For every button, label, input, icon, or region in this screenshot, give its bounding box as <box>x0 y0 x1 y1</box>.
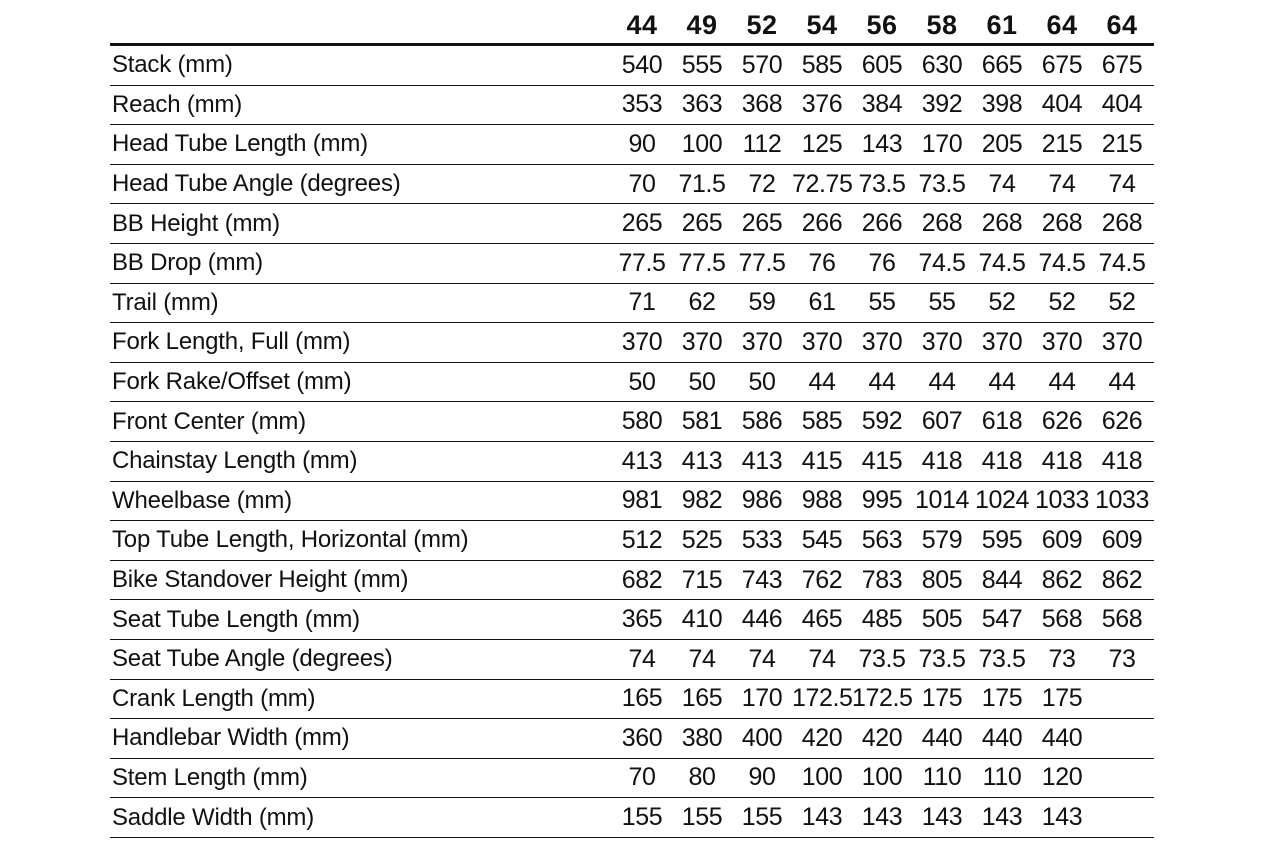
table-cell: 547 <box>981 605 1023 634</box>
table-row <box>110 640 1154 680</box>
table-cell: 440 <box>921 723 963 752</box>
table-cell: 110 <box>922 763 962 792</box>
table-cell: 415 <box>801 446 843 475</box>
table-cell: 862 <box>1101 565 1143 594</box>
row-label: Seat Tube Length (mm) <box>112 605 360 633</box>
table-row <box>110 442 1154 482</box>
table-cell: 143 <box>801 803 843 832</box>
row-label: Wheelbase (mm) <box>112 486 292 514</box>
table-cell: 77.5 <box>738 248 786 277</box>
table-cell: 370 <box>981 327 1023 356</box>
table-cell: 44 <box>928 367 956 396</box>
table-row <box>110 244 1154 284</box>
table-cell: 605 <box>861 50 903 79</box>
table-cell: 626 <box>1041 407 1083 436</box>
table-cell: 143 <box>861 803 903 832</box>
table-cell: 52 <box>1048 288 1076 317</box>
table-cell: 540 <box>621 50 663 79</box>
table-row <box>110 46 1154 86</box>
table-cell: 715 <box>681 565 723 594</box>
table-cell: 76 <box>868 248 896 277</box>
table-cell: 265 <box>681 209 723 238</box>
row-label: Handlebar Width (mm) <box>112 724 350 752</box>
table-cell: 675 <box>1041 50 1083 79</box>
table-cell: 370 <box>1041 327 1083 356</box>
table-cell: 545 <box>801 525 843 554</box>
table-cell: 44 <box>1108 367 1136 396</box>
table-cell: 143 <box>1041 803 1083 832</box>
table-cell: 172.5 <box>792 684 853 713</box>
table-cell: 155 <box>681 803 723 832</box>
table-cell: 170 <box>741 684 783 713</box>
table-row <box>110 719 1154 759</box>
table-cell: 981 <box>621 486 663 515</box>
table-cell: 215 <box>1041 129 1083 158</box>
table-row <box>110 165 1154 205</box>
size-header-5: 58 <box>926 10 958 40</box>
table-cell: 90 <box>628 129 656 158</box>
table-cell: 73.5 <box>858 644 906 673</box>
table-cell: 665 <box>981 50 1023 79</box>
size-header-1: 49 <box>686 10 718 40</box>
row-label: Head Tube Angle (degrees) <box>112 170 401 198</box>
table-cell: 618 <box>981 407 1023 436</box>
row-label: Front Center (mm) <box>112 407 306 435</box>
table-cell: 579 <box>921 525 963 554</box>
row-label: Saddle Width (mm) <box>112 803 314 831</box>
table-cell: 74 <box>748 644 776 673</box>
table-cell: 268 <box>1041 209 1083 238</box>
table-cell: 266 <box>801 209 843 238</box>
table-row <box>110 759 1154 799</box>
table-cell: 172.5 <box>852 684 913 713</box>
table-cell: 44 <box>868 367 896 396</box>
table-cell: 76 <box>808 248 836 277</box>
row-label: Stem Length (mm) <box>112 763 308 791</box>
table-row <box>110 521 1154 561</box>
table-cell: 55 <box>928 288 956 317</box>
table-cell: 44 <box>808 367 836 396</box>
table-cell: 988 <box>801 486 843 515</box>
size-header-row <box>110 8 1154 46</box>
table-cell: 70 <box>628 169 656 198</box>
table-cell: 72.75 <box>792 169 853 198</box>
table-cell: 370 <box>801 327 843 356</box>
geometry-table <box>110 8 1154 838</box>
size-header-2: 52 <box>746 10 778 40</box>
row-label: Reach (mm) <box>112 90 243 118</box>
table-cell: 370 <box>741 327 783 356</box>
table-cell: 59 <box>748 288 776 317</box>
table-cell: 175 <box>921 684 963 713</box>
table-cell: 74 <box>808 644 836 673</box>
table-cell: 413 <box>741 446 783 475</box>
table-cell: 581 <box>681 407 723 436</box>
table-cell: 77.5 <box>618 248 666 277</box>
row-label: Crank Length (mm) <box>112 684 316 712</box>
table-cell: 265 <box>621 209 663 238</box>
table-cell: 675 <box>1101 50 1143 79</box>
table-cell: 73.5 <box>918 644 966 673</box>
table-cell: 595 <box>981 525 1023 554</box>
table-cell: 100 <box>801 763 843 792</box>
table-cell: 52 <box>1108 288 1136 317</box>
table-row <box>110 402 1154 442</box>
table-cell: 585 <box>801 50 843 79</box>
table-cell: 80 <box>688 763 716 792</box>
table-cell: 570 <box>741 50 783 79</box>
size-header-0: 44 <box>626 10 658 40</box>
table-cell: 55 <box>868 288 896 317</box>
table-cell: 44 <box>1048 367 1076 396</box>
table-cell: 986 <box>741 486 783 515</box>
table-cell: 50 <box>688 367 716 396</box>
table-cell: 74.5 <box>1098 248 1146 277</box>
table-cell: 404 <box>1101 90 1143 119</box>
table-cell: 485 <box>861 605 903 634</box>
table-cell: 376 <box>801 90 843 119</box>
table-cell: 100 <box>681 129 723 158</box>
table-cell: 512 <box>621 525 663 554</box>
size-header-4: 56 <box>866 10 898 40</box>
table-cell: 360 <box>621 723 663 752</box>
table-cell: 440 <box>1041 723 1083 752</box>
table-cell: 563 <box>861 525 903 554</box>
table-cell: 73.5 <box>978 644 1026 673</box>
table-cell: 368 <box>741 90 783 119</box>
table-cell: 175 <box>981 684 1023 713</box>
table-cell: 609 <box>1101 525 1143 554</box>
table-cell: 384 <box>861 90 903 119</box>
table-cell: 465 <box>801 605 843 634</box>
size-header-3: 54 <box>806 10 838 40</box>
table-cell: 1024 <box>974 486 1029 515</box>
row-label: BB Height (mm) <box>112 209 280 237</box>
table-row <box>110 680 1154 720</box>
table-cell: 995 <box>861 486 903 515</box>
table-cell: 50 <box>628 367 656 396</box>
table-cell: 607 <box>921 407 963 436</box>
table-cell: 61 <box>808 288 836 317</box>
size-header-6: 61 <box>986 10 1018 40</box>
table-cell: 762 <box>801 565 843 594</box>
table-cell: 74 <box>1108 169 1136 198</box>
row-label: Head Tube Length (mm) <box>112 130 368 158</box>
row-label: Fork Rake/Offset (mm) <box>112 368 352 396</box>
table-cell: 110 <box>982 763 1022 792</box>
table-cell: 568 <box>1041 605 1083 634</box>
table-row <box>110 284 1154 324</box>
table-cell: 155 <box>741 803 783 832</box>
table-cell: 404 <box>1041 90 1083 119</box>
table-cell: 743 <box>741 565 783 594</box>
table-cell: 73 <box>1108 644 1136 673</box>
table-cell: 70 <box>628 763 656 792</box>
table-cell: 418 <box>921 446 963 475</box>
table-cell: 74 <box>988 169 1016 198</box>
table-row <box>110 482 1154 522</box>
table-cell: 370 <box>921 327 963 356</box>
table-cell: 413 <box>621 446 663 475</box>
table-cell: 1033 <box>1034 486 1089 515</box>
table-cell: 630 <box>921 50 963 79</box>
table-cell: 205 <box>981 129 1023 158</box>
table-cell: 982 <box>681 486 723 515</box>
table-cell: 50 <box>748 367 776 396</box>
table-cell: 73 <box>1048 644 1076 673</box>
table-cell: 525 <box>681 525 723 554</box>
table-cell: 120 <box>1041 763 1083 792</box>
table-cell: 353 <box>621 90 663 119</box>
table-cell: 74.5 <box>978 248 1026 277</box>
table-cell: 418 <box>1041 446 1083 475</box>
table-cell: 52 <box>988 288 1016 317</box>
table-row <box>110 125 1154 165</box>
table-cell: 420 <box>801 723 843 752</box>
table-cell: 415 <box>861 446 903 475</box>
table-cell: 505 <box>921 605 963 634</box>
table-cell: 74.5 <box>1038 248 1086 277</box>
table-cell: 392 <box>921 90 963 119</box>
table-cell: 143 <box>861 129 903 158</box>
table-row <box>110 600 1154 640</box>
table-cell: 410 <box>681 605 723 634</box>
table-cell: 77.5 <box>678 248 726 277</box>
table-cell: 1014 <box>914 486 969 515</box>
table-cell: 170 <box>921 129 963 158</box>
size-header-8: 64 <box>1106 10 1138 40</box>
table-cell: 370 <box>861 327 903 356</box>
table-row <box>110 363 1154 403</box>
table-cell: 365 <box>621 605 663 634</box>
table-cell: 74.5 <box>918 248 966 277</box>
table-cell: 418 <box>1101 446 1143 475</box>
table-cell: 862 <box>1041 565 1083 594</box>
table-cell: 586 <box>741 407 783 436</box>
table-row <box>110 204 1154 244</box>
row-label: BB Drop (mm) <box>112 249 263 277</box>
table-cell: 1033 <box>1094 486 1149 515</box>
table-cell: 400 <box>741 723 783 752</box>
table-cell: 100 <box>861 763 903 792</box>
table-cell: 446 <box>741 605 783 634</box>
table-row <box>110 798 1154 838</box>
table-cell: 783 <box>861 565 903 594</box>
table-cell: 266 <box>861 209 903 238</box>
table-cell: 418 <box>981 446 1023 475</box>
table-cell: 74 <box>688 644 716 673</box>
table-cell: 73.5 <box>858 169 906 198</box>
table-cell: 74 <box>628 644 656 673</box>
table-cell: 844 <box>981 565 1023 594</box>
table-cell: 420 <box>861 723 903 752</box>
size-header-7: 64 <box>1046 10 1078 40</box>
table-cell: 268 <box>921 209 963 238</box>
table-cell: 165 <box>681 684 723 713</box>
table-row <box>110 86 1154 126</box>
table-cell: 370 <box>681 327 723 356</box>
table-cell: 73.5 <box>918 169 966 198</box>
table-row <box>110 323 1154 363</box>
table-cell: 398 <box>981 90 1023 119</box>
row-label: Top Tube Length, Horizontal (mm) <box>112 526 469 554</box>
table-cell: 370 <box>621 327 663 356</box>
table-cell: 265 <box>741 209 783 238</box>
table-cell: 363 <box>681 90 723 119</box>
table-cell: 125 <box>801 129 843 158</box>
row-label: Trail (mm) <box>112 288 219 316</box>
table-cell: 682 <box>621 565 663 594</box>
geometry-rows <box>110 46 1154 838</box>
table-cell: 165 <box>621 684 663 713</box>
table-cell: 555 <box>681 50 723 79</box>
table-cell: 380 <box>681 723 723 752</box>
table-row <box>110 561 1154 601</box>
table-cell: 805 <box>921 565 963 594</box>
table-cell: 155 <box>621 803 663 832</box>
row-label: Fork Length, Full (mm) <box>112 328 351 356</box>
row-label: Seat Tube Angle (degrees) <box>112 645 393 673</box>
table-cell: 71.5 <box>678 169 726 198</box>
table-cell: 90 <box>748 763 776 792</box>
table-cell: 413 <box>681 446 723 475</box>
table-cell: 71 <box>628 288 656 317</box>
table-cell: 580 <box>621 407 663 436</box>
table-cell: 268 <box>981 209 1023 238</box>
table-cell: 72 <box>748 169 776 198</box>
table-cell: 112 <box>742 129 782 158</box>
table-cell: 62 <box>688 288 716 317</box>
row-label: Stack (mm) <box>112 51 233 79</box>
table-cell: 440 <box>981 723 1023 752</box>
table-cell: 568 <box>1101 605 1143 634</box>
table-cell: 585 <box>801 407 843 436</box>
row-label: Bike Standover Height (mm) <box>112 566 409 594</box>
table-cell: 370 <box>1101 327 1143 356</box>
table-cell: 74 <box>1048 169 1076 198</box>
table-cell: 609 <box>1041 525 1083 554</box>
table-cell: 592 <box>861 407 903 436</box>
table-cell: 175 <box>1041 684 1083 713</box>
table-cell: 143 <box>921 803 963 832</box>
table-cell: 215 <box>1101 129 1143 158</box>
table-cell: 143 <box>981 803 1023 832</box>
table-cell: 626 <box>1101 407 1143 436</box>
table-cell: 268 <box>1101 209 1143 238</box>
row-label: Chainstay Length (mm) <box>112 447 358 475</box>
table-cell: 533 <box>741 525 783 554</box>
table-cell: 44 <box>988 367 1016 396</box>
